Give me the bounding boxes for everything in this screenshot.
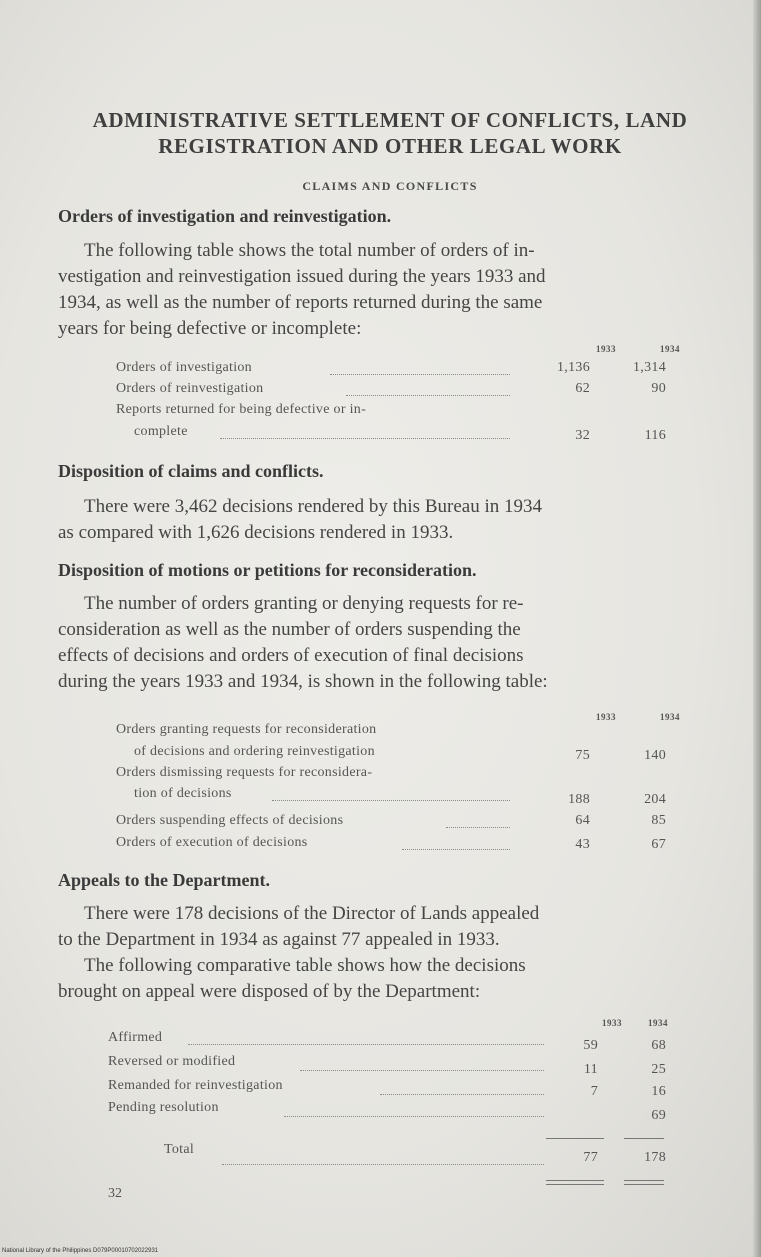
value-1934: 85 [651,813,666,828]
paragraph-orders [58,238,720,342]
paragraph-line: during the years 1933 and 1934, is shown in the following table: [58,671,548,692]
leader-dots [220,438,510,439]
value-1934: 116 [644,428,666,443]
row-label: Reversed or modified [108,1054,236,1069]
value-1933: 188 [568,792,590,807]
title-line-2: REGISTRATION AND OTHER LEGAL WORK [158,134,622,158]
page-number: 32 [108,1186,122,1201]
leader-dots [188,1044,544,1045]
row-label: Pending resolution [108,1100,219,1115]
paragraph-line: The number of orders granting or denying requests for re- [84,593,524,614]
leader-dots [330,374,510,375]
value-1934: 204 [644,792,666,807]
value-1934: 68 [651,1038,666,1053]
paragraph-line: years for being defective or incomplete: [58,318,362,339]
row-label: of decisions and ordering reinvestigation [134,744,375,759]
heading-claims-conflicts: Disposition of claims and conflicts. [58,461,324,481]
table-appeals [108,1018,678,1193]
column-header-1934: 1934 [660,712,680,722]
leader-dots [222,1164,544,1165]
leader-dots [380,1094,544,1095]
value-1933: 43 [575,837,590,852]
value-1933: 7 [590,1084,598,1099]
total-double-rule-1933 [546,1180,604,1185]
row-label: Affirmed [108,1030,163,1045]
total-label: Total [164,1142,195,1157]
scan-footer: National Library of the Philippines D079P00010702022931 [2,1248,159,1254]
section-subtitle: CLAIMS AND CONFLICTS [302,179,478,193]
value-1933: 59 [583,1038,598,1053]
total-1933: 77 [583,1150,598,1165]
value-1933: 75 [575,748,590,763]
paragraph-line: as compared with 1,626 decisions rendered in 1933. [58,522,454,543]
value-1934: 69 [651,1108,666,1123]
heading-appeals: Appeals to the Department. [58,870,270,890]
title-line-1: ADMINISTRATIVE SETTLEMENT OF CONFLICTS, LAND [92,108,688,132]
table-motions [116,712,680,862]
page-edge-shadow [753,0,761,1257]
paragraph-line: effects of decisions and orders of execution of final decisions [58,645,524,666]
paragraph-line: 1934, as well as the number of reports returned during the same [58,292,543,313]
paragraph-line: There were 178 decisions of the Director of Lands appealed [84,903,540,924]
row-label: tion of decisions [134,786,232,801]
total-double-rule-1934 [624,1180,664,1185]
value-1933: 62 [575,381,590,396]
leader-dots [284,1116,544,1117]
column-header-1933: 1933 [596,712,616,722]
row-label: Reports returned for being defective or in- [116,402,367,417]
column-header-1933: 1933 [596,344,616,354]
value-1934: 16 [651,1084,666,1099]
value-1934: 90 [651,381,666,396]
leader-dots [272,800,510,801]
value-1933: 32 [575,428,590,443]
value-1933: 1,136 [557,360,590,375]
column-header-1933: 1933 [602,1018,622,1028]
value-1934: 25 [651,1062,666,1077]
value-1934: 140 [644,748,666,763]
paragraph-line: vestigation and reinvestigation issued during the years 1933 and [58,266,546,287]
paragraph-line: consideration as well as the number of orders suspending the [58,619,521,640]
paragraph-claims [58,494,720,546]
leader-dots [300,1070,544,1071]
row-label: Orders granting requests for reconsideration [116,722,377,737]
row-label: complete [134,424,188,439]
row-label: Orders of investigation [116,360,252,375]
row-label: Orders of reinvestigation [116,381,264,396]
leader-dots [402,849,510,850]
row-label: Orders suspending effects of decisions [116,813,344,828]
subtotal-rule-1933 [546,1138,604,1139]
paragraph-motions [58,591,720,695]
heading-motions-reconsideration: Disposition of motions or petitions for reconsideration. [58,560,477,580]
row-label: Remanded for reinvestigation [108,1078,283,1093]
total-1934: 178 [644,1150,666,1165]
column-header-1934: 1934 [648,1018,668,1028]
row-label: Orders of execution of decisions [116,835,308,850]
paragraph-line: brought on appeal were disposed of by the Department: [58,981,481,1002]
value-1933: 11 [583,1062,598,1077]
heading-orders-investigation: Orders of investigation and reinvestigation. [58,206,392,226]
leader-dots [346,395,510,396]
paragraph-line: The following table shows the total number of orders of in- [84,240,535,261]
paragraph-line: to the Department in 1934 as against 77 appealed in 1933. [58,929,500,950]
leader-dots [446,827,510,828]
paragraph-line: The following comparative table shows how the decisions [84,955,526,976]
subtotal-rule-1934 [624,1138,664,1139]
value-1934: 67 [651,837,666,852]
paragraph-line: There were 3,462 decisions rendered by this Bureau in 1934 [84,496,542,517]
value-1934: 1,314 [633,360,666,375]
value-1933: 64 [575,813,590,828]
column-header-1934: 1934 [660,344,680,354]
paragraph-appeals [58,901,720,1005]
row-label: Orders dismissing requests for reconsidera- [116,765,373,780]
table-orders [116,344,680,454]
